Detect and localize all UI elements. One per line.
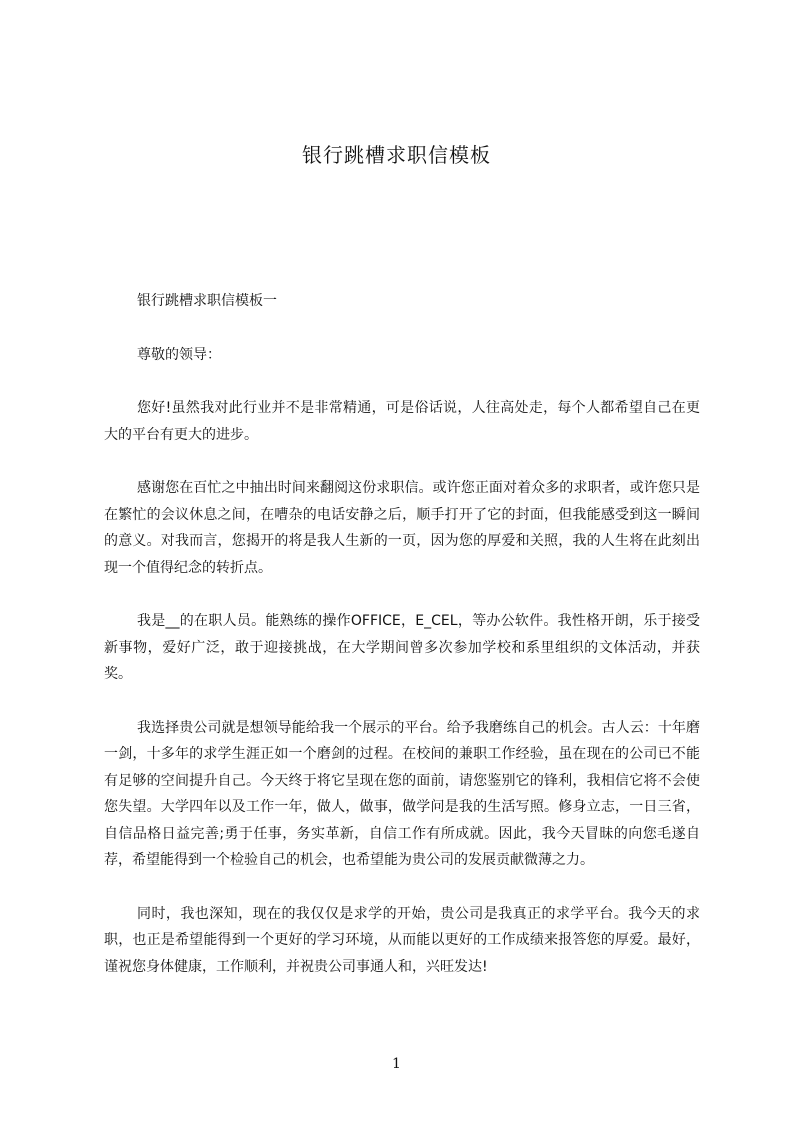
letter-body: [104, 288, 700, 1007]
body-paragraph: 我选择贵公司就是想领导能给我一个展示的平台。给予我磨练自己的机会。古人云：十年磨一剑，十多年的求学生涯正如一个磨剑的过程。在校间的兼职工作经验，虽在现在的公司已不能有足够的空间提升自己。今天终于将它呈现在您的面前，请您鉴别它的锋利，我相信它将不会使您失望。大学四年以及工作一年，做人，做事，做学问是我的生活写照。修身立志，一日三省，自信品格日益完善;勇于任事，务实革新，自信工作有所成就。因此，我今天冒昧的向您毛遂自荐，希望能得到一个检验自己的机会，也希望能为贵公司的发展贡献微薄之力。: [104, 719, 700, 868]
body-paragraph: 您好!虽然我对此行业并不是非常精通，可是俗话说，人往高处走，每个人都希望自己在更大的平台有更大的进步。: [104, 400, 700, 443]
page-title: 银行跳槽求职信模板: [302, 143, 491, 167]
body-paragraph: 我是__的在职人员。能熟练的操作OFFICE，E_CEL，等办公软件。我性格开朗，乐于接受新事物，爱好广泛，敢于迎接挑战，在大学期间曾多次参加学校和系里组织的文体活动，并获奖。: [104, 613, 700, 682]
page-number: 1: [392, 1056, 401, 1072]
body-paragraph: 同时，我也深知，现在的我仅仅是求学的开始，贵公司是我真正的求学平台。我今天的求职，也正是希望能得到一个更好的学习环境，从而能以更好的工作成绩来报答您的厚爱。最好，谨祝您身体健康，工作顺利，并祝贵公司事通人和，兴旺发达!: [104, 905, 700, 975]
salutation-paragraph: 尊敬的领导：: [137, 346, 221, 363]
subtitle-paragraph: 银行跳槽求职信模板一: [137, 293, 277, 309]
body-paragraph: 感谢您在百忙之中抽出时间来翻阅这份求职信。或许您正面对着众多的求职者，或许您只是在繁忙的会议休息之间，在嘈杂的电话安静之后，顺手打开了它的封面，但我能感受到这一瞬间的意义。对我而言，您揭开的将是我人生新的一页，因为您的厚爱和关照，我的人生将在此刻出现一个值得纪念的转折点。: [104, 480, 700, 576]
